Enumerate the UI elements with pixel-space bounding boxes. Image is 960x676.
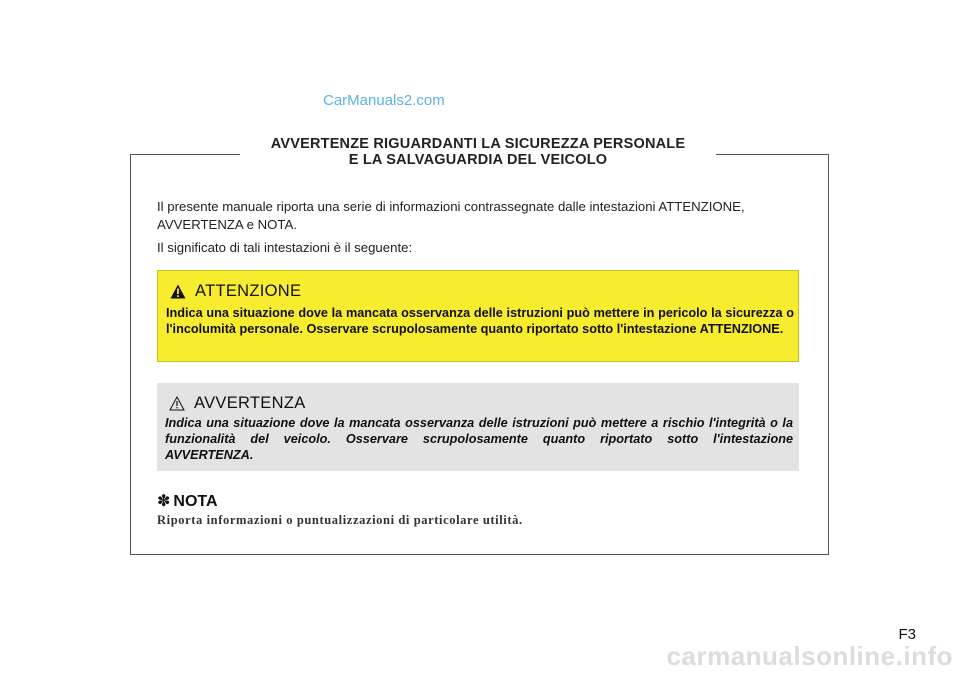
warning-outline-icon [169, 396, 185, 411]
page-number: F3 [898, 626, 916, 643]
heading-line-2: E LA SALVAGUARDIA DEL VEICOLO [348, 152, 608, 168]
section-heading [240, 136, 716, 168]
watermark-bottom: carmanualsonline.info [666, 641, 953, 671]
attenzione-text: Indica una situazione dove la mancata osservanza delle istruzioni può mettere in pericolo la sicurezza o l'incolumità personale. Osservare scrupolosamente quanto riportato sotto l'intestazione ATTENZIONE. [166, 306, 794, 336]
avvertenza-title: AVVERTENZA [194, 394, 306, 412]
watermark-top: CarManuals2.com [323, 92, 445, 109]
intro-paragraph-1: Il presente manuale riporta una serie di informazioni contrassegnate dalle intestazioni ATTENZIONE, AVVERTENZA e NOTA. [157, 199, 745, 232]
attenzione-box [157, 270, 799, 362]
intro-paragraph-2: Il significato di tali intestazioni è il seguente: [157, 240, 413, 255]
heading-line-1: AVVERTENZE RIGUARDANTI LA SICUREZZA PERSONALE [270, 136, 686, 152]
warning-filled-icon [170, 284, 186, 299]
attenzione-title: ATTENZIONE [195, 282, 302, 300]
nota-text: Riporta informazioni o puntualizzazioni di particolare utilità. [157, 513, 523, 527]
nota-star-icon: ✽ [157, 493, 171, 510]
avvertenza-box [157, 383, 799, 471]
intro-text [157, 198, 802, 257]
nota-title: NOTA [173, 493, 218, 510]
nota-heading [157, 491, 218, 511]
avvertenza-text: Indica una situazione dove la mancata osservanza delle istruzioni può mettere a rischio l'integrità o la funzionalità del veicolo. Osservare scrupolosamente quanto riportato sotto l'intestazione AVVERTENZA. [165, 416, 793, 462]
